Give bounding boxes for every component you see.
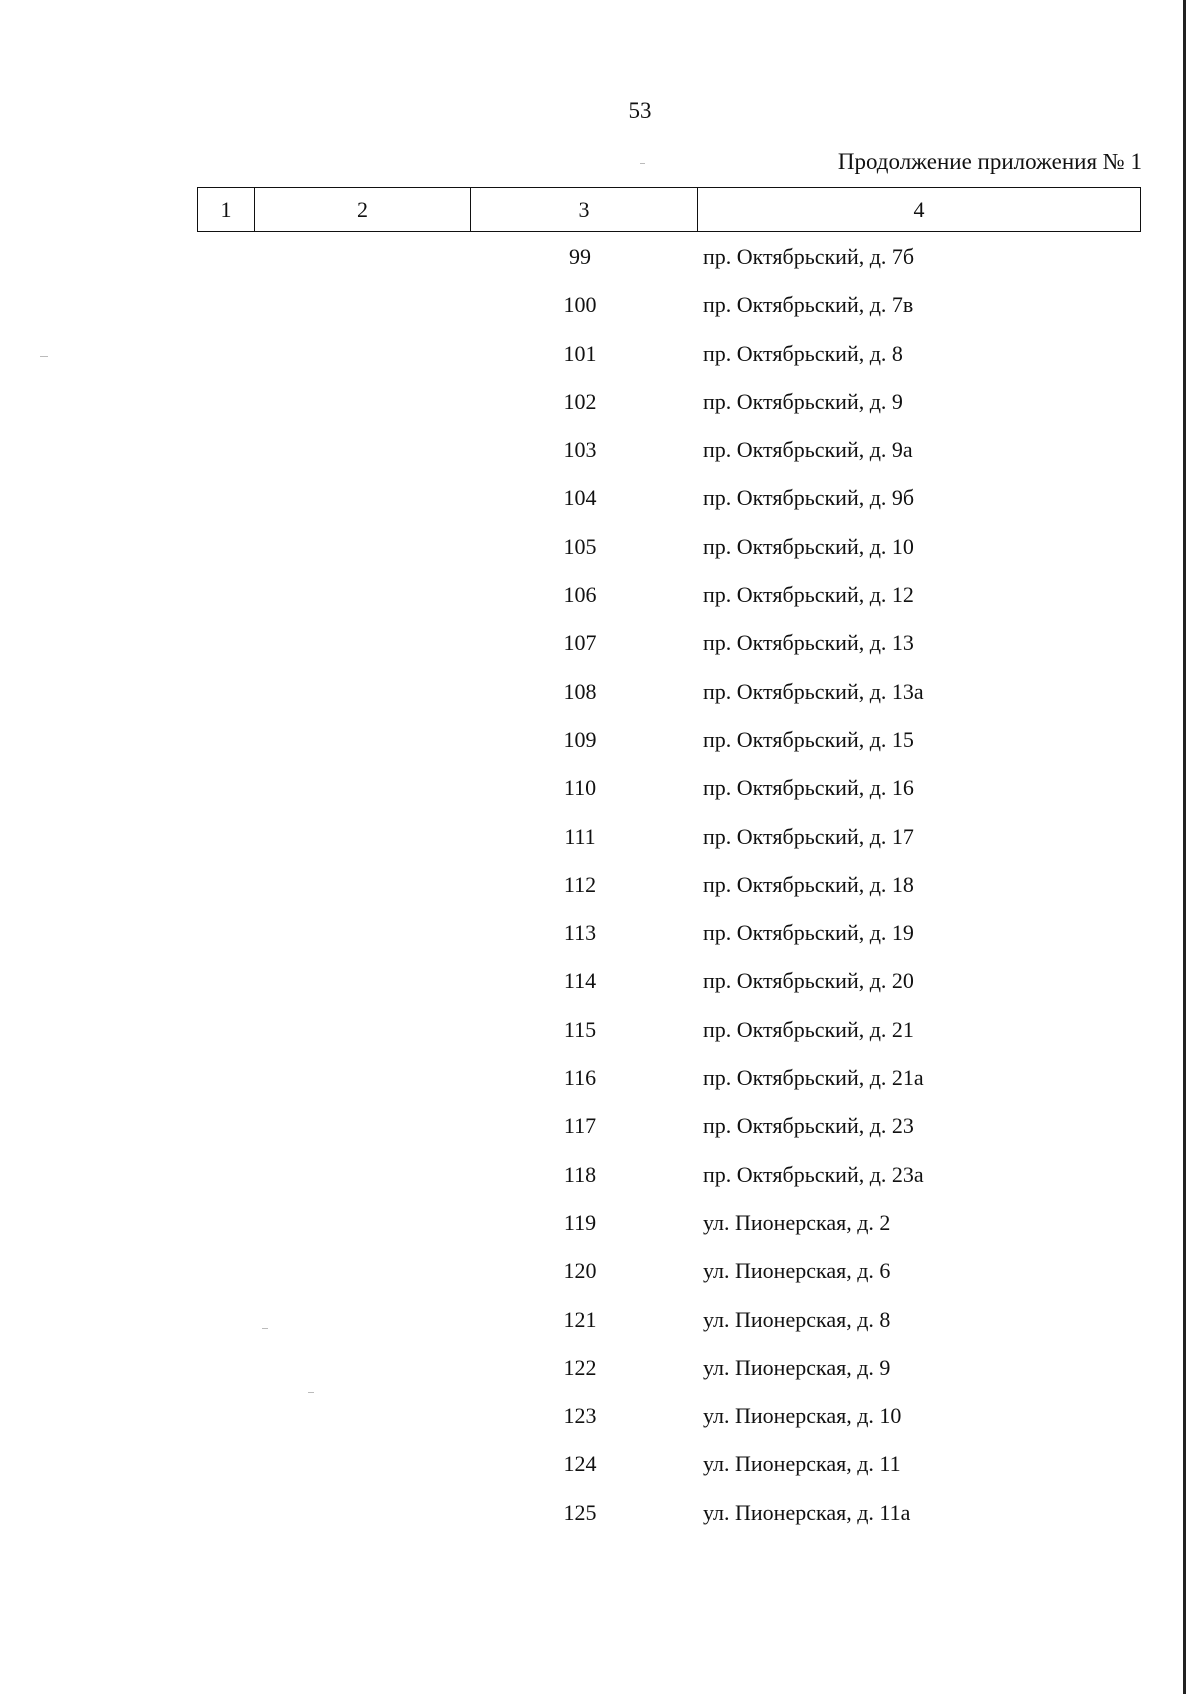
- row-address: пр. Октябрьский, д. 7в: [703, 292, 914, 318]
- row-number: 118: [563, 1161, 597, 1187]
- table-row: [0, 870, 1200, 918]
- table-row: [0, 628, 1200, 676]
- table-row: [0, 1353, 1200, 1401]
- row-address: пр. Октябрьский, д. 13: [703, 630, 914, 656]
- row-number: 107: [563, 630, 597, 656]
- row-address: пр. Октябрьский, д. 9б: [703, 485, 915, 511]
- table-row: [0, 1401, 1200, 1449]
- table-row: [0, 1256, 1200, 1304]
- page-number: 53: [628, 98, 652, 123]
- scan-speck: [640, 163, 645, 164]
- row-address: пр. Октябрьский, д. 17: [703, 823, 914, 849]
- row-number: 108: [563, 678, 597, 704]
- row-number: 113: [563, 920, 597, 946]
- table-row: [0, 580, 1200, 628]
- row-address: пр. Октябрьский, д. 20: [703, 968, 914, 994]
- row-address: ул. Пионерская, д. 9: [703, 1354, 891, 1380]
- row-address: пр. Октябрьский, д. 23: [703, 1113, 914, 1139]
- row-address: пр. Октябрьский, д. 23а: [703, 1161, 924, 1187]
- row-number: 125: [563, 1499, 597, 1525]
- row-address: пр. Октябрьский, д. 7б: [703, 244, 915, 269]
- table-row: [0, 1449, 1200, 1497]
- row-address: пр. Октябрьский, д. 13а: [703, 678, 924, 704]
- row-address: пр. Октябрьский, д. 9а: [703, 437, 913, 463]
- header-cell-4: 4: [913, 196, 925, 222]
- row-address: пр. Октябрьский, д. 10: [703, 533, 914, 559]
- table-row: [0, 725, 1200, 773]
- table-row: [0, 1111, 1200, 1159]
- row-address: пр. Октябрьский, д. 21: [703, 1016, 914, 1042]
- table-row: [0, 387, 1200, 435]
- row-address: ул. Пионерская, д. 8: [703, 1306, 891, 1332]
- row-address: пр. Октябрьский, д. 18: [703, 871, 914, 897]
- row-number: 115: [563, 1016, 597, 1042]
- row-address: ул. Пионерская, д. 11: [703, 1451, 901, 1477]
- row-number: 124: [563, 1451, 597, 1477]
- table-row: [0, 966, 1200, 1014]
- row-number: 103: [563, 437, 597, 463]
- table-row: [0, 1015, 1200, 1063]
- row-number: 120: [563, 1258, 597, 1284]
- row-number: 111: [564, 823, 596, 849]
- table-row: [0, 339, 1200, 387]
- row-number: 101: [563, 340, 597, 366]
- row-number: 109: [563, 726, 597, 752]
- table-row: [0, 435, 1200, 483]
- header-cell-1: 1: [198, 188, 255, 231]
- row-number: 112: [563, 871, 597, 897]
- table-row: [0, 483, 1200, 531]
- row-number: 117: [563, 1113, 597, 1139]
- table-row: [0, 1305, 1200, 1353]
- row-address: ул. Пионерская, д. 2: [703, 1209, 891, 1235]
- table-row: [0, 1063, 1200, 1111]
- row-number: 123: [563, 1403, 597, 1429]
- table-row: [0, 1208, 1200, 1256]
- row-address: пр. Октябрьский, д. 21а: [703, 1065, 924, 1091]
- row-address: пр. Октябрьский, д. 12: [703, 582, 914, 608]
- row-address: пр. Октябрьский, д. 9: [703, 388, 903, 414]
- row-number: 116: [563, 1065, 597, 1091]
- scan-speck: [308, 1392, 314, 1393]
- row-address: пр. Октябрьский, д. 19: [703, 920, 914, 946]
- table-header: [197, 187, 1141, 232]
- row-address: пр. Октябрьский, д. 16: [703, 775, 914, 801]
- row-number: 122: [563, 1354, 597, 1380]
- header-cell-3: 3: [471, 188, 698, 231]
- row-address: ул. Пионерская, д. 6: [703, 1258, 891, 1284]
- table-row: [0, 677, 1200, 725]
- row-number: 105: [563, 533, 597, 559]
- row-number: 114: [563, 968, 597, 994]
- table-row: [0, 918, 1200, 966]
- table-body: [0, 242, 1200, 1546]
- table-row: [0, 532, 1200, 580]
- row-address: пр. Октябрьский, д. 15: [703, 726, 914, 752]
- scan-edge-line: [1183, 0, 1186, 1694]
- header-cell-2: 2: [255, 188, 471, 231]
- row-number: 106: [563, 582, 597, 608]
- scan-speck: [40, 356, 48, 357]
- row-address: ул. Пионерская, д. 11а: [703, 1499, 911, 1525]
- continuation-label: Продолжение приложения № 1: [837, 149, 1142, 174]
- row-number: 119: [563, 1209, 597, 1235]
- row-address: пр. Октябрьский, д. 8: [703, 340, 903, 366]
- table-row: [0, 1160, 1200, 1208]
- row-number: 100: [563, 292, 597, 318]
- table-row: [0, 242, 1200, 290]
- row-address: ул. Пионерская, д. 10: [703, 1403, 902, 1429]
- table-row: [0, 290, 1200, 338]
- row-number: 121: [563, 1306, 597, 1332]
- scan-speck: [262, 1328, 268, 1329]
- row-number: 104: [563, 485, 597, 511]
- table-row: [0, 1498, 1200, 1546]
- table-row: [0, 822, 1200, 870]
- row-number: 102: [563, 388, 597, 414]
- table-row: [0, 773, 1200, 821]
- row-number: 99: [569, 244, 591, 269]
- row-number: 110: [563, 775, 597, 801]
